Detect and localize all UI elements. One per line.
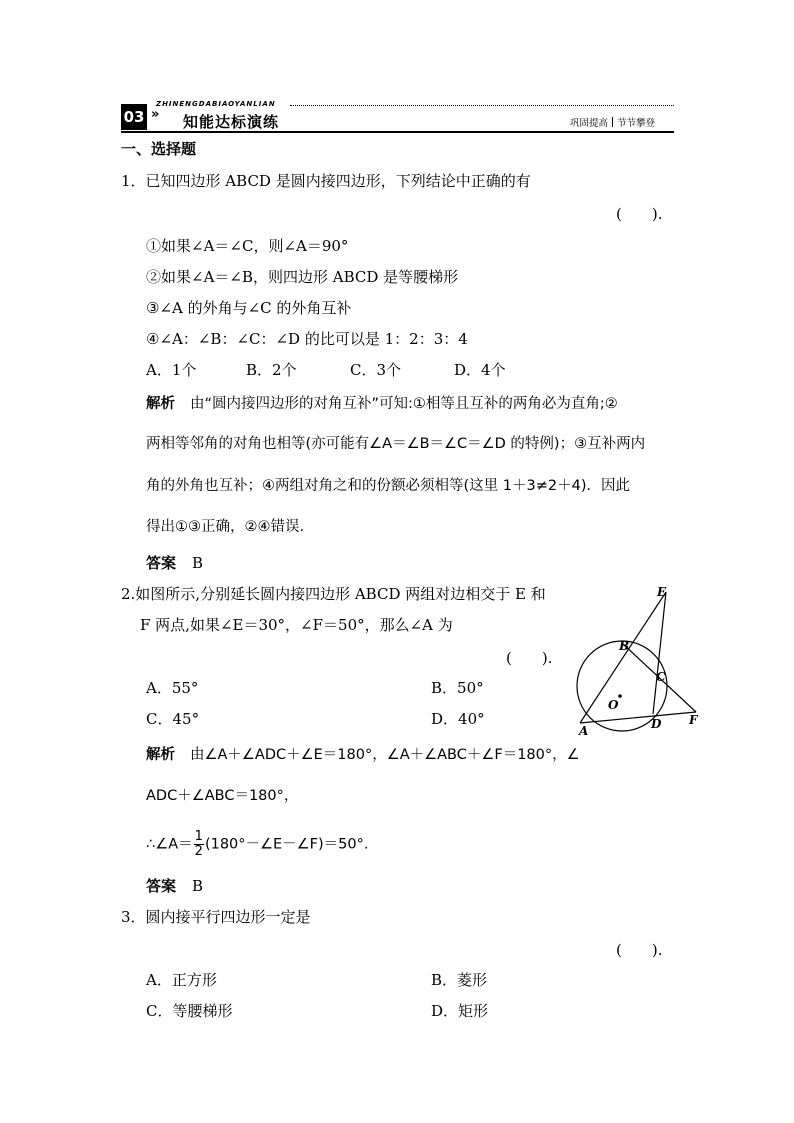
q1-stem: 1．已知四边形 ABCD 是圆内接四边形，下列结论中正确的有 [121,172,531,190]
q1-option-d: D．4个 [454,361,506,379]
header-pinyin: ZHINENGDABIAOYANLIAN [156,100,276,108]
fraction-half [194,830,204,859]
header-tagline [570,115,655,129]
label-o: O [608,698,619,712]
line-e-d [653,592,666,714]
q1-solution-line-3: 角的外角也互补；④两组对角之和的份额必须相等(这里 1＋3≠2＋4)．因此 [146,478,630,494]
section-badge: 03 [121,104,147,130]
q2-solution-suffix: (180°－∠E－∠F)＝50°. [204,836,369,853]
q2-solution-line-2: ADC＋∠ABC＝180°， [146,788,299,804]
q1-answer-paren: ( ). [616,205,663,223]
q2-option-a: A．55° [146,679,199,697]
q2-stem-line-1: 2.如图所示,分别延长圆内接四边形 ABCD 两组对边相交于 E 和 [121,585,546,603]
q2-option-d: D．40° [431,710,485,728]
page-title: 知能达标演练 [183,113,280,131]
cyclic-quadrilateral-figure [565,580,715,740]
label-a: A [579,724,589,738]
label-b: B [619,639,630,653]
q2-solution-label: 解析 [146,747,175,763]
label-f: F [689,713,698,727]
chevron-right-icon: » [151,107,160,122]
q1-statement-1: ①如果∠A＝∠C，则∠A＝90° [146,237,349,255]
q3-stem: 3．圆内接平行四边形一定是 [121,908,311,926]
q2-answer: B [192,877,204,895]
label-e: E [657,585,667,599]
q1-option-b: B．2个 [246,361,297,379]
q2-solution-line-3 [146,830,369,859]
q1-answer: B [192,554,204,572]
q1-statement-4: ④∠A：∠B：∠C：∠D 的比可以是 1：2：3：4 [146,330,468,348]
line-a-f [580,712,696,723]
header-rule [121,131,674,133]
section-heading: 一、选择题 [121,140,197,158]
q1-answer-label: 答案 [146,554,177,572]
label-d: D [651,717,662,731]
q2-option-b: B．50° [431,679,484,697]
q2-option-c: C．45° [146,710,200,728]
tagline-left: 巩固提高 [570,118,609,129]
q3-option-a: A．正方形 [146,971,217,989]
q1-solution-line-4: 得出①③正确，②④错误． [146,519,314,535]
q2-solution-prefix: ∴∠A＝ [146,836,193,853]
label-c: C [656,670,666,684]
q1-statement-2: ②如果∠A＝∠B，则四边形 ABCD 是等腰梯形 [146,268,459,286]
q2-stem-line-2: F 两点,如果∠E＝30°，∠F＝50°，那么∠A 为 [140,616,453,634]
tagline-right: 节节攀登 [617,118,656,129]
line-a-e [580,592,666,723]
q2-solution-line-1: 由∠A＋∠ADC＋∠E＝180°，∠A＋∠ABC＋∠F＝180°，∠ [190,747,580,763]
tagline-divider [612,117,613,127]
q3-option-c: C．等腰梯形 [146,1002,233,1020]
q1-statement-3: ③∠A 的外角与∠C 的外角互补 [146,299,352,317]
header-dotted-line [290,105,674,106]
q3-answer-paren: ( ). [616,941,663,959]
q1-solution-line-1: 由“圆内接四边形的对角互补”可知:①相等且互补的两角必为直角;② [190,396,618,412]
q1-solution-label: 解析 [146,396,175,412]
q1-option-c: C．3个 [350,361,402,379]
q3-option-d: D．矩形 [431,1002,489,1020]
fraction-numerator: 1 [194,829,203,844]
q2-answer-paren: ( ). [506,649,553,667]
center-point [618,694,622,698]
q1-solution-line-2: 两相等邻角的对角也相等(亦可能有∠A＝∠B＝∠C＝∠D 的特例)；③互补两内 [146,436,646,452]
fraction-denominator: 2 [194,844,203,859]
q3-option-b: B．菱形 [431,971,488,989]
q2-answer-label: 答案 [146,877,177,895]
q1-option-a: A．1个 [146,361,197,379]
